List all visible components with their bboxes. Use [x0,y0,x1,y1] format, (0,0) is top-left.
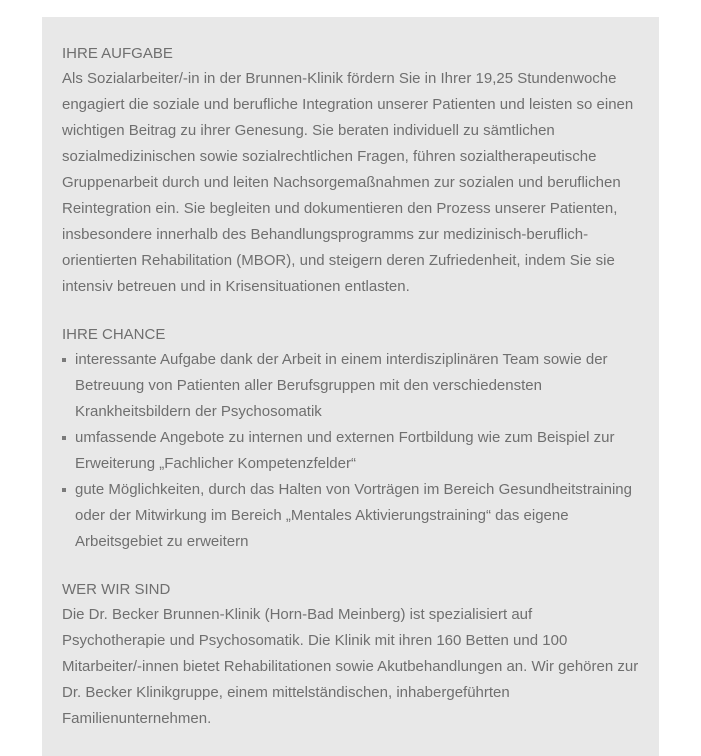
list-item-text: interessante Aufgabe dank der Arbeit in einem interdisziplinären Team sowie der Betreuung von Patienten aller Berufsgruppen mit den verschiedensten Krankheitsbildern der Psychosomatik [75,351,608,420]
chance-bullet-list [62,347,639,555]
section-heading-aufgabe: IHRE AUFGABE [62,45,173,62]
section-body-wer: Die Dr. Becker Brunnen-Klinik (Horn-Bad Meinberg) ist spezialisiert auf Psychotherapie und Psychosomatik. Die Klinik mit ihren 160 Betten und 100 Mitarbeiter/-innen bietet Rehabilitationen sowie Akutbehandlungen an. Wir gehören zur Dr. Becker Klinikgruppe, einem mittelständischen, inhabergeführten Familienunternehmen. [62,606,639,727]
list-item [62,347,639,425]
list-item [62,425,639,477]
job-description-panel [42,17,659,756]
bullet-square-icon [62,358,66,362]
bullet-square-icon [62,488,66,492]
section-body-aufgabe: Als Sozialarbeiter/-in in der Brunnen-Klinik fördern Sie in Ihrer 19,25 Stundenwoche engagiert die soziale und berufliche Integration unserer Patienten und leisten so einen wichtigen Beitrag zu ihrer Genesung. Sie beraten individuell zu sämtlichen sozialmedizinischen sowie sozialrechtlichen Fragen, führen sozialtherapeutische Gruppenarbeit durch und leiten Nachsorgemaßnahmen zur sozialen und beruflichen Reintegration ein. Sie begleiten und dokumentieren den Prozess unserer Patienten, insbesondere innerhalb des Behandlungsprogramms zur medizinisch-beruflich-orientierten Rehabilitation (MBOR), und steigern deren Zufriedenheit, indem Sie sie intensiv betreuen und in Krisensituationen entlasten. [62,70,634,295]
bullet-square-icon [62,436,66,440]
section-ihre-chance [62,323,639,555]
list-item-text: gute Möglichkeiten, durch das Halten von Vorträgen im Bereich Gesundheitstraining oder der Mitwirkung im Bereich „Mentales Aktivierungstraining“ das eigene Arbeitsgebiet zu erweitern [75,481,632,550]
section-heading-wer: WER WIR SIND [62,581,171,598]
section-heading-chance: IHRE CHANCE [62,326,166,343]
list-item-text: umfassende Angebote zu internen und externen Fortbildung wie zum Beispiel zur Erweiterung „Fachlicher Kompetenzfelder“ [75,429,615,472]
section-ihre-aufgabe [62,42,639,300]
list-item [62,477,639,555]
section-wer-wir-sind [62,578,639,732]
